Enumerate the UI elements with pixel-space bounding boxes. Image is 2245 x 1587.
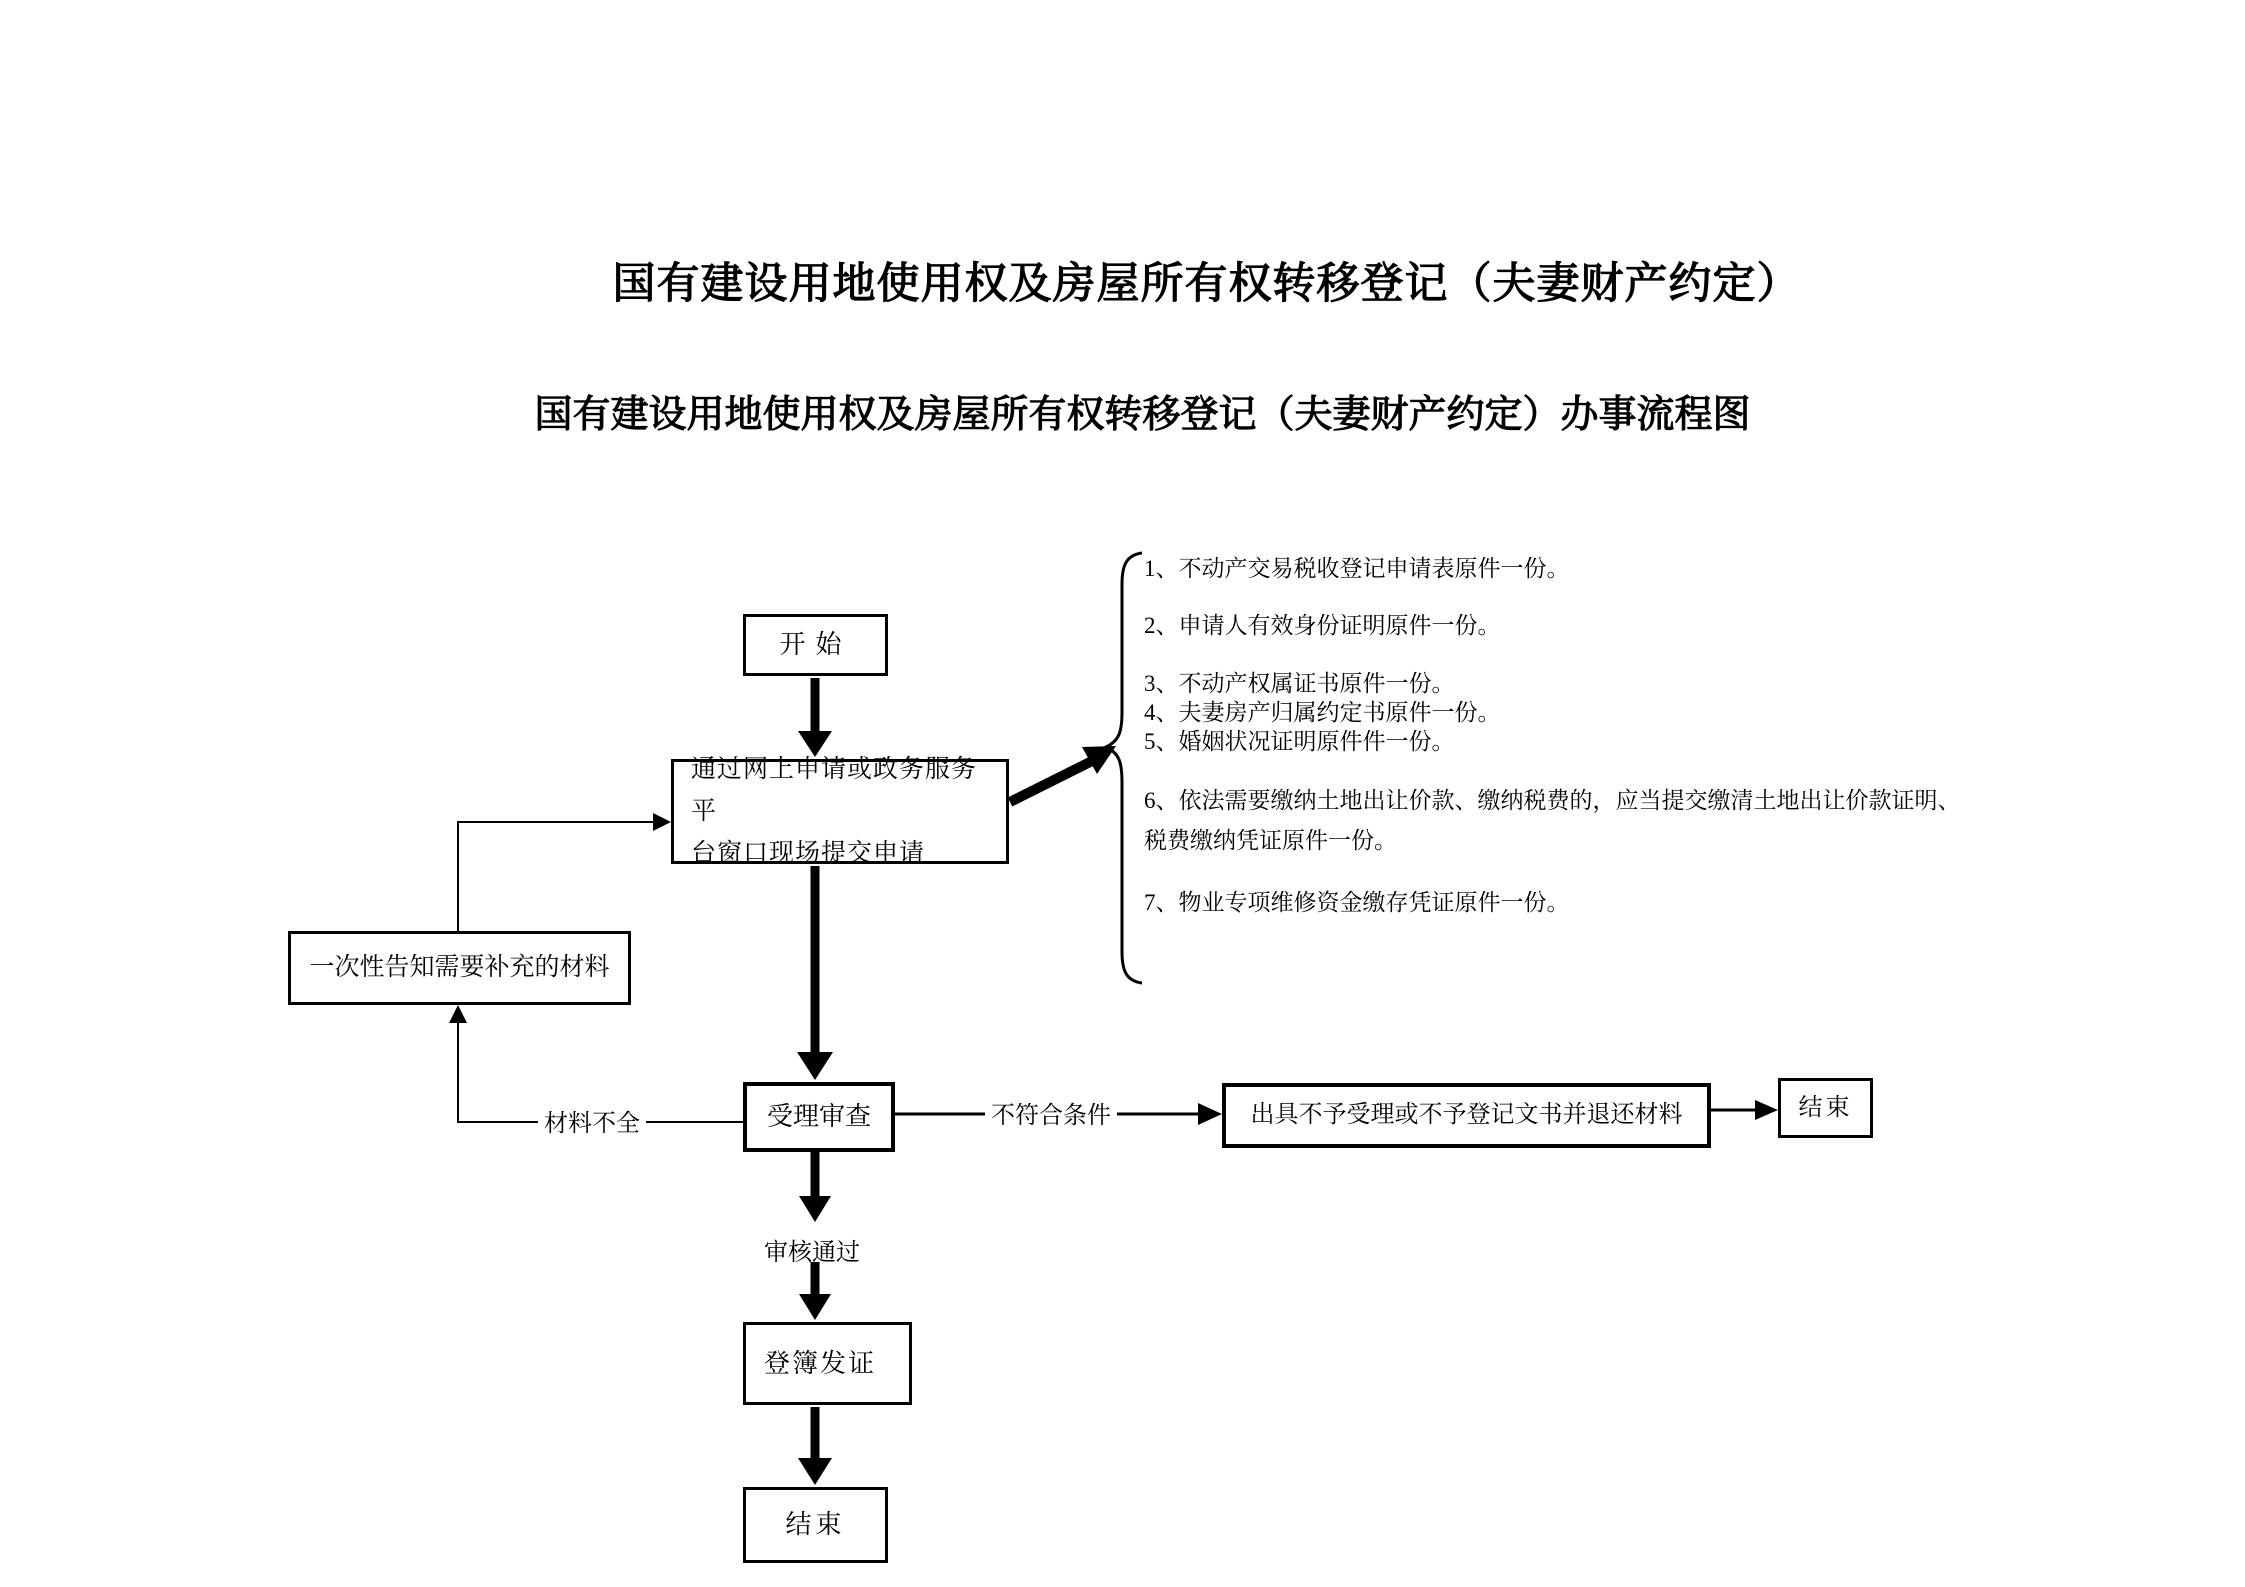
arrow-reject-to-end (1711, 1100, 1778, 1120)
doc-item-5: 5、婚姻状况证明原件件一份。 (1144, 729, 1455, 754)
arrow-approved-to-register (799, 1262, 831, 1320)
node-submit-application (671, 755, 1009, 867)
node-end (743, 1487, 888, 1563)
node-acceptance-review (743, 1082, 895, 1152)
node-register-label: 登簿发证 (764, 1348, 877, 1378)
arrow-submit-to-documents (1010, 746, 1116, 802)
arrow-register-to-end (798, 1407, 832, 1485)
edge-label-not-qualified: 不符合条件 (985, 1095, 1117, 1130)
doc-item-4: 4、夫妻房产归属约定书原件一份。 (1144, 700, 1501, 725)
arrow-submit-to-review (797, 866, 833, 1080)
node-notify-missing-materials (288, 931, 631, 1005)
node-reject-label: 出具不予受理或不予登记文书并退还材料 (1250, 1102, 1683, 1129)
page-title: 国有建设用地使用权及房屋所有权转移登记（夫妻财产约定） (612, 261, 1801, 308)
arrow-review-approved (799, 1152, 831, 1222)
node-submit-label: 通过网上申请或政务服务平 台窗口现场提交申请 (691, 755, 978, 867)
arrow-start-to-submit (798, 678, 832, 757)
node-reject-document (1222, 1083, 1711, 1148)
documents-brace (1106, 553, 1142, 983)
doc-item-7: 7、物业专项维修资金缴存凭证原件一份。 (1144, 890, 1570, 915)
node-end-label: 结束 (785, 1510, 846, 1540)
edge-label-materials-incomplete: 材料不全 (538, 1103, 646, 1138)
node-end-reject-branch (1778, 1078, 1873, 1138)
node-notify-label: 一次性告知需要补充的材料 (309, 954, 610, 981)
node-start (743, 614, 888, 676)
doc-item-2: 2、申请人有效身份证明原件一份。 (1144, 613, 1501, 638)
node-end-reject-label: 结束 (1798, 1094, 1853, 1121)
node-start-label: 开始 (779, 630, 852, 660)
node-register-issue-certificate (743, 1322, 912, 1405)
page-subtitle: 国有建设用地使用权及房屋所有权转移登记（夫妻财产约定）办事流程图 (534, 394, 1751, 436)
edge-label-review-approved: 审核通过 (764, 1240, 860, 1266)
doc-item-1: 1、不动产交易税收登记申请表原件一份。 (1144, 556, 1570, 581)
node-review-label: 受理审查 (766, 1102, 871, 1132)
arrow-notify-to-submit (458, 813, 671, 931)
doc-item-3: 3、不动产权属证书原件一份。 (1144, 671, 1455, 696)
doc-item-6-line-2: 税费缴纳凭证原件一份。 (1144, 828, 1397, 853)
doc-item-6-line-1: 6、依法需要缴纳土地出让价款、缴纳税费的，应当提交缴清土地出让价款证明、 (1144, 788, 1961, 813)
